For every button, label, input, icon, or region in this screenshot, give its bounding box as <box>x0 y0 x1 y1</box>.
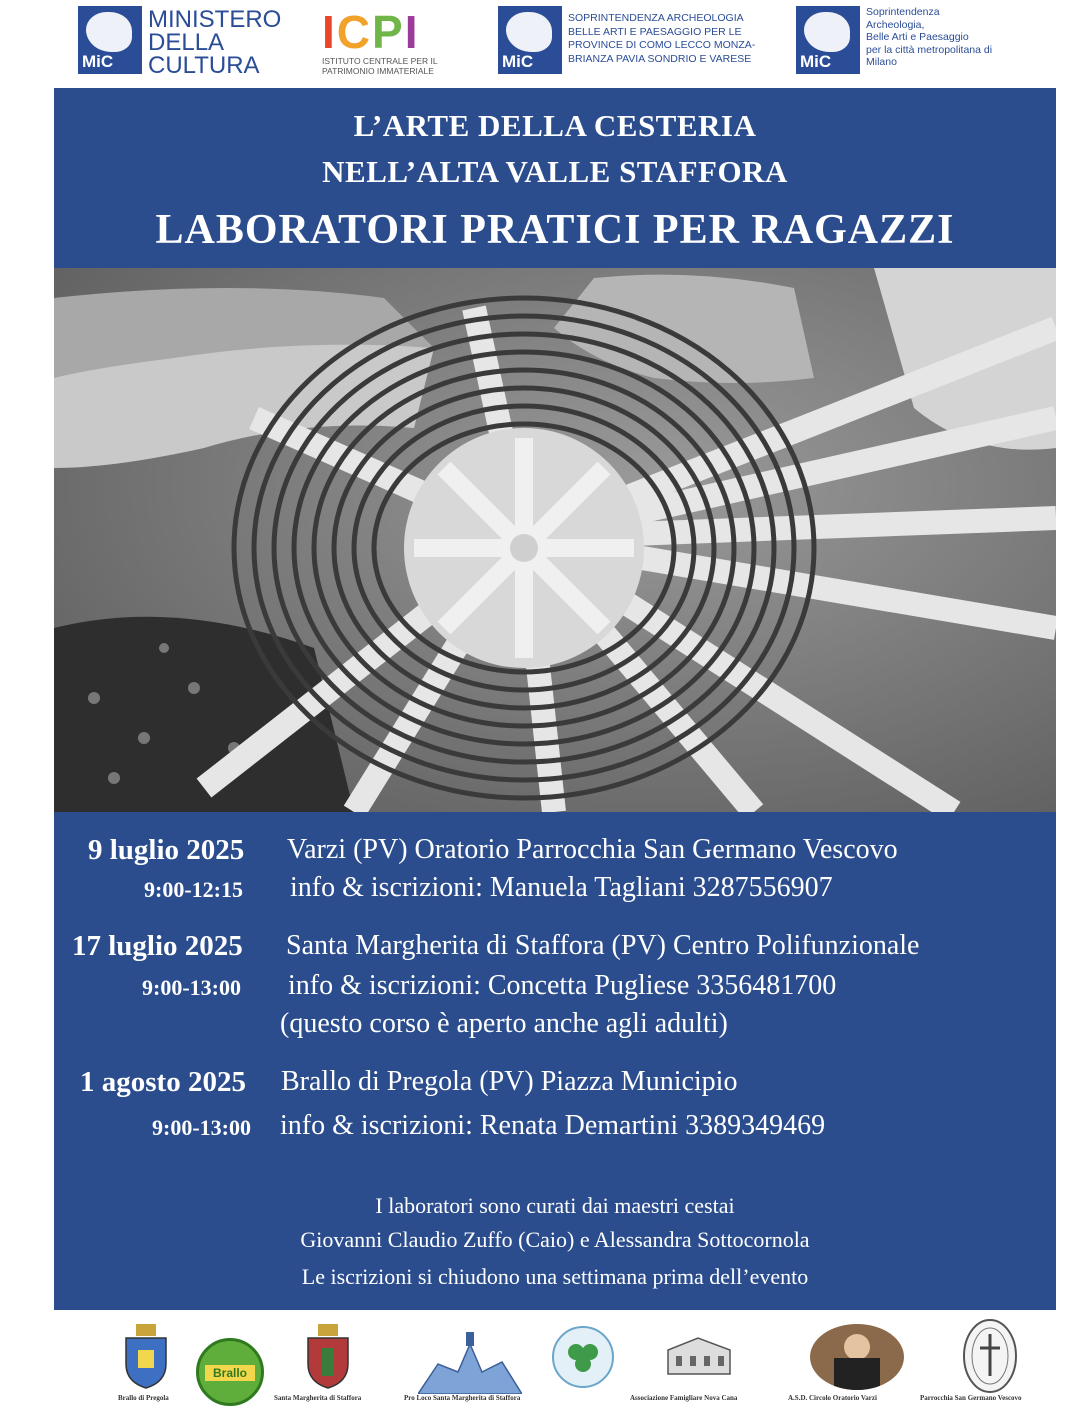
title-subheading: LABORATORI PRATICI PER RAGAZZI <box>155 207 955 253</box>
icpi-wordmark: ICPI <box>322 6 420 58</box>
credits-line-1: I laboratori sono curati dai maestri cestai <box>375 1193 735 1218</box>
pro-loco-castle-icon <box>418 1324 522 1394</box>
title-line-2: NELL’ALTA VALLE STAFFORA <box>322 154 788 189</box>
santa-margherita-coat-of-arms-icon <box>300 1324 356 1390</box>
event-date: 1 agosto 2025 <box>80 1066 246 1098</box>
footer-caption: Pro Loco Santa Margherita di Staffora <box>404 1394 521 1402</box>
event-info: info & iscrizioni: Concetta Pugliese 3356481700 <box>288 970 837 1001</box>
ministero-line: CULTURA <box>148 52 260 79</box>
basket-weaving-photo <box>54 268 1056 812</box>
footer-caption: Brallo di Pregola <box>118 1394 169 1402</box>
footer-caption: A.S.D. Circolo Oratorio Varzi <box>788 1394 877 1402</box>
clover-circle-logo-icon <box>550 1324 616 1390</box>
event-time: 9:00-13:00 <box>152 1115 251 1140</box>
soprintendenza-line: Milano <box>866 56 897 68</box>
event-place: Varzi (PV) Oratorio Parrocchia San Germano Vescovo <box>287 834 898 865</box>
ministero-cultura-logo <box>78 6 281 77</box>
soprintendenza-milano-logo <box>796 6 1026 74</box>
footer-caption: Associazione Famigliare Nova Cana <box>630 1394 738 1402</box>
title-line-1: L’ARTE DELLA CESTERIA <box>353 108 757 143</box>
brallo-badge-text: Brallo <box>205 1365 255 1381</box>
icpi-logo <box>322 8 462 76</box>
circolo-oratorio-logo <box>810 1324 904 1390</box>
credits-line-2: Giovanni Claudio Zuffo (Caio) e Alessandra Sottocornola <box>300 1227 810 1252</box>
building-drawing-icon <box>664 1334 734 1378</box>
event-info: info & iscrizioni: Manuela Tagliani 3287556907 <box>290 872 833 903</box>
soprintendenza-line: Belle Arti e Paesaggio <box>866 31 969 43</box>
soprintendenza-como-logo <box>498 6 768 74</box>
footer-logos <box>0 1310 1080 1401</box>
mic-emblem-icon: MiC <box>78 6 142 74</box>
soprintendenza-line: BRIANZA PAVIA SONDRIO E VARESE <box>568 52 752 65</box>
mic-emblem-icon: MiC <box>498 6 562 74</box>
soprintendenza-line: per la città metropolitana di <box>866 43 993 56</box>
parrocchia-seal-icon <box>962 1318 1018 1394</box>
credits-line-3: Le iscrizioni si chiudono una settimana prima dell’evento <box>301 1264 809 1289</box>
ministero-line: MINISTERO <box>148 6 282 33</box>
soprintendenza-line: PROVINCE DI COMO LECCO MONZA- <box>568 39 756 51</box>
event-place: Santa Margherita di Staffora (PV) Centro Polifunzionale <box>286 930 920 961</box>
event-place: Brallo di Pregola (PV) Piazza Municipio <box>281 1066 738 1097</box>
event-time: 9:00-13:00 <box>142 975 241 1000</box>
event-note: (questo corso è aperto anche agli adulti) <box>280 1008 728 1039</box>
event-date: 17 luglio 2025 <box>72 930 243 962</box>
soprintendenza-line: Soprintendenza <box>866 6 940 18</box>
footer-caption: Santa Margherita di Staffora <box>274 1394 362 1402</box>
mic-emblem-icon: MiC <box>796 6 860 74</box>
event-time: 9:00-12:15 <box>144 877 243 902</box>
event-date: 9 luglio 2025 <box>88 834 245 866</box>
icpi-subtitle: ISTITUTO CENTRALE PER IL <box>322 56 438 66</box>
ministero-line: DELLA <box>148 29 225 56</box>
header-logos <box>0 0 1080 88</box>
footer-caption: Parrocchia San Germano Vescovo <box>920 1394 1022 1402</box>
brallo-badge-logo <box>196 1338 264 1406</box>
event-info: info & iscrizioni: Renata Demartini 3389349469 <box>280 1110 826 1141</box>
icpi-subtitle: PATRIMONIO IMMATERIALE <box>322 66 434 76</box>
soprintendenza-line: SOPRINTENDENZA ARCHEOLOGIA <box>568 12 744 24</box>
soprintendenza-line: BELLE ARTI E PAESAGGIO PER LE <box>568 25 742 38</box>
soprintendenza-line: Archeologia, <box>866 18 925 31</box>
brallo-coat-of-arms-icon <box>118 1324 174 1390</box>
